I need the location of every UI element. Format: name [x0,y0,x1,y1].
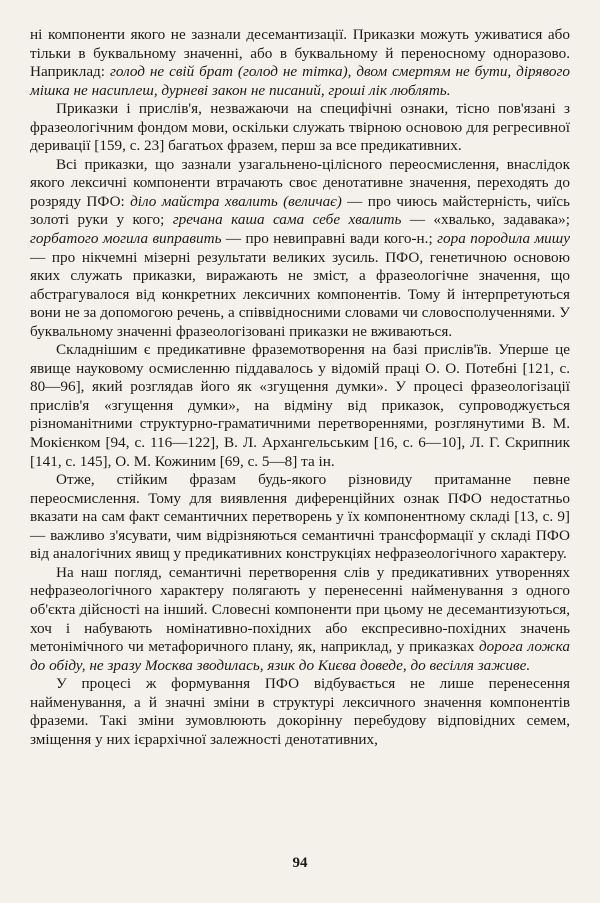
body-text [30,26,570,749]
paragraph [30,675,570,749]
text-run: — про нікчемні мізерні результати великих зусиль. ПФО, генетичною основою яких служать приказки, виражають не зміст, а фразеологічне значення, що абстрагувалося від конкретних лексичних компонентів. Тому й інтерпретуються вони не за допомогою речень, а співвідносними словами чи словосполученнями. У буквальному значенні фразеологізовані приказки не вживаються. [30,248,570,340]
page-number: 94 [292,855,308,871]
text-run: — «хвалько, задавака»; [401,211,570,229]
text-run: — про чиюсь майстерність, чиїсь золоті руки у кого; [30,192,570,229]
text-run: Складнішим є предикативне фраземотворення на базі прислів'їв. Уперше це явище науковому осмисленню піддавалось у відомій праці О. О. Потебні [121, с. 80—96], який розглядав його як «згущення думки». У процесі фразеологізації прислів'я «згущення думки», на відміну від приказок, супроводжується різноманітними структурно-граматичними перетвореннями, розглянутими В. М. Мокієнком [94, с. 116—122], В. Л. Архангельським [16, с. 6—10], Л. Г. Скрипник [141, с. 145], О. М. Кожиним [69, с. 5—8] та ін. [30,341,570,470]
text-run: ні компоненти якого не зазнали десемантизації. Приказки можуть уживатися або тільки в буквальному значенні, або в буквальному й переносному одноразово. Наприклад: [30,26,570,81]
text-run: Отже, стійким фразам будь-якого різновиду притаманне певне переосмислення. Тому для виявлення диференційних ознак ПФО недостатньо вказати на сам факт семантичних перетворень у їх компонентному складі [13, с. 9] — важливо з'ясувати, чим відрізняються семантичні трансформації у складі ПФО від аналогічних явищ у предикативних конструкціях нефразеологічного характеру. [30,471,570,563]
paragraph [30,100,570,156]
italic-example: гора породила мишу [437,230,570,248]
italic-example: дорога ложка до обіду, не зразу Москва зводилась, язик до Києва доведе, до весілля заживе. [30,638,571,674]
text-run: — про невиправні вади кого-н.; [221,230,438,248]
text-run: На наш погляд, семантичні перетворення слів у предикативних утвореннях нефразеологічного характеру полягають у перенесенні найменування з одного об'єкта дійсності на інший. Словесні компоненти при цьому не десемантизуються, хоч і набувають номінативно-похідних або експресивно-похідних значень метонімічного чи метафоричного плану, як, наприклад, у приказках [30,563,570,656]
italic-example: голод не свій брат (голод не тітка), двом смертям не бути, дірявого мішка не насиплеш, дурневі закон не писаний, гроші лік люблять. [30,63,570,99]
italic-example: гречана каша сама себе хвалить [172,211,402,229]
paragraph [30,26,570,100]
italic-example: діло майстра хвалить (величає) [130,192,342,210]
paragraph [30,156,570,341]
paragraph [30,471,570,564]
italic-example: горбатого могила виправить [30,230,222,248]
text-run: У процесі ж формування ПФО відбувається не лише перенесення найменування, а й значні зміни в структурі лексичного значення компонентів фраземи. Такі зміни зумовлюють докорінну перебудову відповідних семем, зміщення у них ієрархічної залежності денотативних, [30,675,570,748]
paragraph [30,564,570,675]
text-run: Приказки і прислів'я, незважаючи на специфічні ознаки, тісно пов'язані з фразеологічним фондом мови, оскільки служать твірною основою для регресивної деривації [159, с. 23] багатьох фразем, перш за все предикативних. [30,100,570,155]
text-run: Всі приказки, що зазнали узагальнено-цілісного переосмислення, внаслідок якого лексичні компоненти втрачають своє денотативне значення, переходять до розряду ПФО: [30,155,570,210]
paragraph [30,341,570,471]
